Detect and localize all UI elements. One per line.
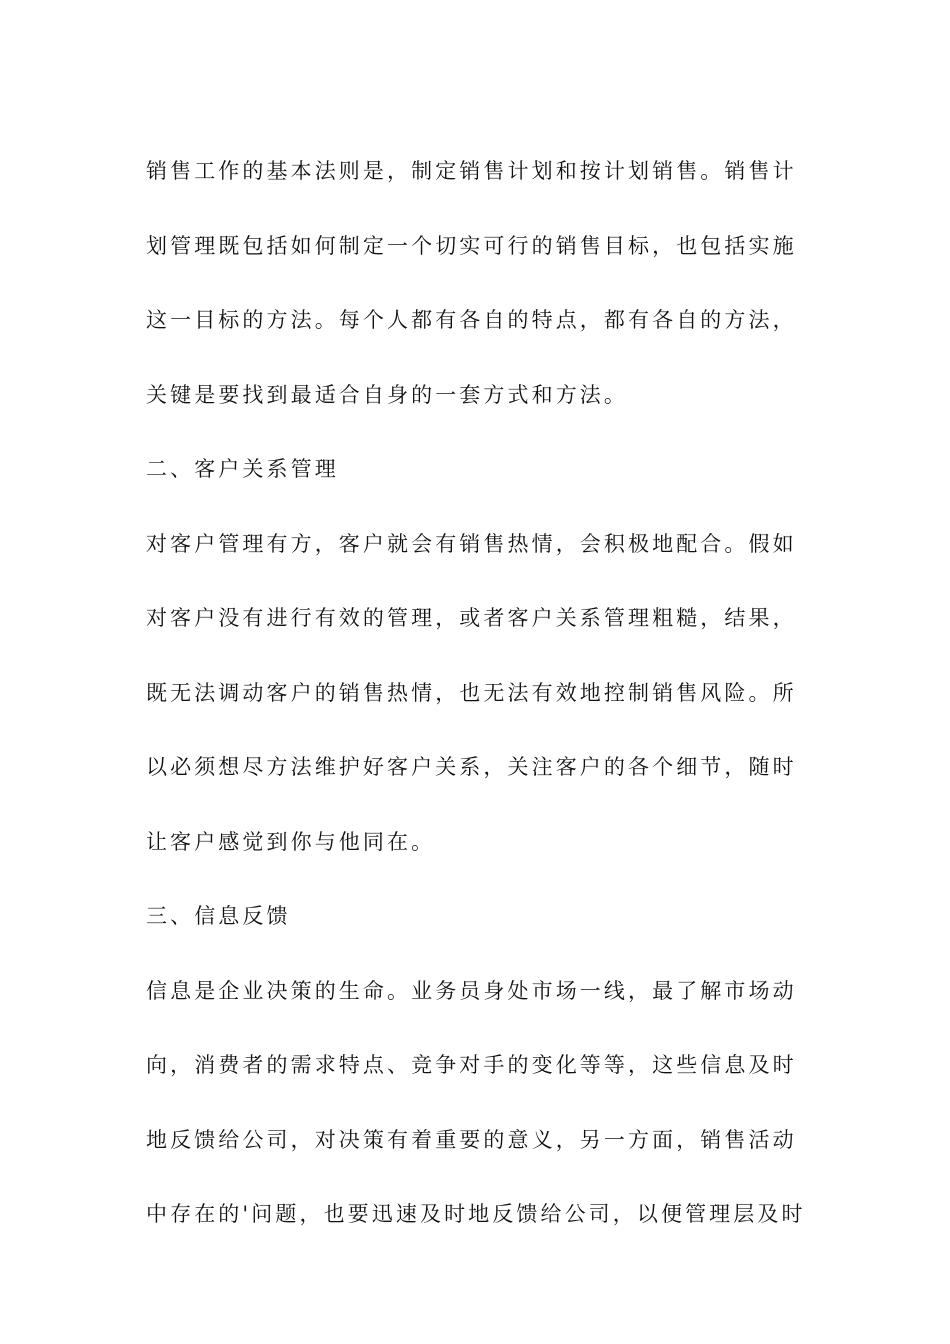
paragraph-line: 向，消费者的需求特点、竞争对手的变化等等，这些信息及时 bbox=[146, 1053, 797, 1077]
paragraph-line: 对客户管理有方，客户就会有销售热情，会积极地配合。假如 bbox=[146, 531, 797, 556]
paragraph-line: 信息是企业决策的生命。业务员身处市场一线，最了解市场动 bbox=[146, 978, 797, 1003]
paragraph-line: 以必须想尽方法维护好客户关系，关注客户的各个细节，随时 bbox=[146, 755, 797, 779]
paragraph-line: 对客户没有进行有效的管理，或者客户关系管理粗糙，结果， bbox=[146, 606, 797, 630]
paragraph-line: 这一目标的方法。每个人都有各自的特点，都有各自的方法， bbox=[146, 308, 797, 332]
paragraph-line: 让客户感觉到你与他同在。 bbox=[146, 829, 436, 854]
paragraph-line: 销售工作的基本法则是，制定销售计划和按计划销售。销售计 bbox=[146, 159, 797, 183]
paragraph-line: 地反馈给公司，对决策有着重要的意义，另一方面，销售活动 bbox=[146, 1127, 797, 1152]
paragraph-line: 既无法调动客户的销售热情，也无法有效地控制销售风险。所 bbox=[146, 680, 797, 705]
paragraph-line: 中存在的'问题，也要迅速及时地反馈给公司，以便管理层及时 bbox=[146, 1202, 806, 1226]
paragraph-line: 关键是要找到最适合自身的一套方式和方法。 bbox=[146, 382, 628, 407]
section-heading-customer-relations: 二、客户关系管理 bbox=[146, 457, 339, 481]
document-body bbox=[146, 134, 806, 1252]
paragraph-line: 划管理既包括如何制定一个切实可行的销售目标，也包括实施 bbox=[146, 233, 797, 258]
section-heading-information-feedback: 三、信息反馈 bbox=[146, 904, 291, 928]
